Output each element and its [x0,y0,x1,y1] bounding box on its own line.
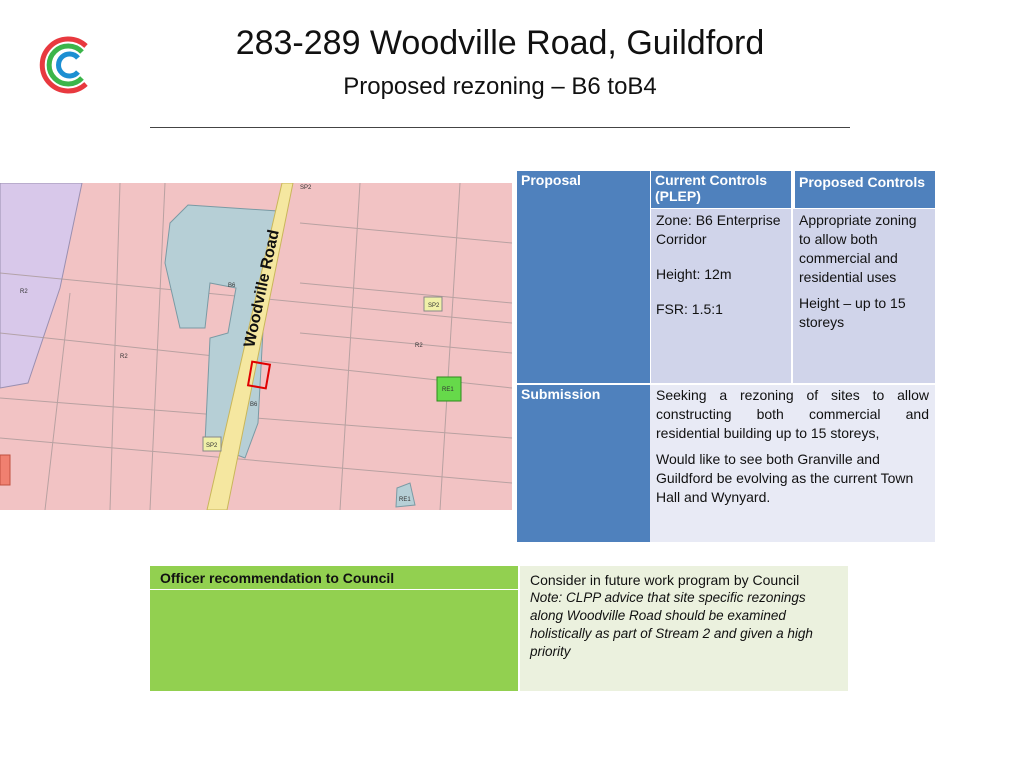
zone-label: RE1 [442,387,454,393]
zone-label: SP2 [428,303,440,309]
submission-cell [650,385,935,542]
current-fsr: FSR: 1.5:1 [656,301,723,317]
page-title: 283-289 Woodville Road, Guildford [235,24,765,62]
recommendation-text: Consider in future work program by Council [530,572,800,588]
zone-label: B6 [250,402,258,408]
zone-label: R2 [20,289,28,295]
title-divider [150,127,850,128]
zone-label: R2 [120,354,128,360]
proposed-zoning: Appropriate zoning to allow both commercial and residential uses [799,212,917,285]
proposal-header: Proposal [517,171,650,383]
zoning-map [0,183,512,510]
recommendation-note: Note: CLPP advice that site specific rezonings along Woodville Road should be examined holistically as part of Stream 2 and given a high priority [530,590,813,659]
page-subtitle: Proposed rezoning – B6 toB4 [343,73,657,100]
recommendation-body [150,590,518,691]
submission-header: Submission [517,385,650,542]
zone-label: SP2 [206,443,218,449]
current-zone: Zone: B6 Enterprise Corridor [656,212,781,247]
current-controls-cell [651,209,791,383]
submission-text-2: Would like to see both Granville and Guildford be evolving as the current Town Hall and Wynyard. [656,451,914,505]
zone-label: R2 [415,343,423,349]
road-label: Woodville Road [241,228,283,349]
current-controls-header: Current Controls (PLEP) [651,171,791,208]
proposed-height: Height – up to 15 storeys [799,295,906,330]
council-logo-icon [38,32,100,98]
proposed-controls-cell [793,209,935,383]
zone-label: RE1 [399,497,411,503]
recommendation-text-cell [520,566,848,691]
zone-label: B6 [228,283,236,289]
proposed-controls-header: Proposed Controls [795,171,935,208]
submission-text-1: Seeking a rezoning of sites to allow constructing both commercial and residential building up to 15 storeys, [656,387,929,441]
recommendation-header: Officer recommendation to Council [150,566,518,590]
current-height: Height: 12m [656,266,732,282]
zone-label: SP2 [300,185,312,191]
